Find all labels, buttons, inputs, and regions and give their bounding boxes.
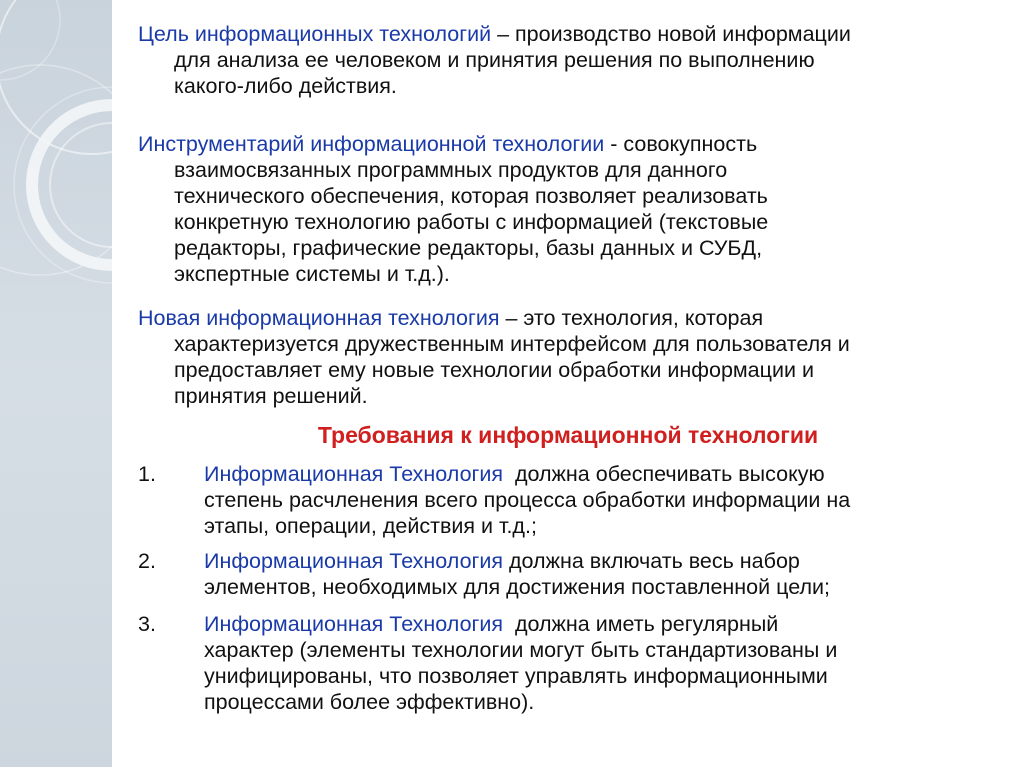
definition-line: для анализа ее человеком и принятия решения по выполнению: [174, 48, 815, 72]
requirement-term: Информационная Технология: [204, 612, 504, 636]
definition-line: редакторы, графические редакторы, базы данных и СУБД,: [174, 236, 763, 260]
definition-toolkit: [138, 131, 988, 287]
requirement-number: 2.: [138, 549, 156, 573]
requirement-text: должна иметь регулярный: [503, 612, 779, 636]
definition-text: - совокупность: [604, 132, 758, 156]
definition-new-technology: [138, 305, 988, 409]
decorative-circles: [0, 0, 112, 767]
requirement-line: унифицированы, что позволяет управлять информационными: [204, 664, 828, 688]
definition-line: предоставляет ему новые технологии обработки информации и: [174, 358, 814, 382]
requirement-line: этапы, операции, действия и т.д.;: [204, 514, 537, 538]
requirement-term: Информационная Технология: [204, 549, 504, 573]
requirement-line: элементов, необходимых для достижения поставленной цели;: [204, 575, 830, 599]
requirement-line: процессами более эффективно).: [204, 690, 535, 714]
requirement-number: 1.: [138, 462, 156, 486]
definition-line: какого-либо действия.: [174, 74, 397, 98]
definition-text: – производство новой информации: [491, 22, 851, 46]
definition-purpose: [138, 21, 988, 99]
requirement-text: должна обеспечивать высокую: [503, 462, 825, 486]
requirement-text: должна включать весь набор: [503, 549, 800, 573]
definition-term: Инструментарий информационной технологии: [138, 132, 605, 156]
definition-term: Цель информационных технологий: [138, 22, 492, 46]
requirement-line: степень расчленения всего процесса обработки информации на: [204, 488, 851, 512]
definition-text: – это технология, которая: [499, 306, 764, 330]
requirement-term: Информационная Технология: [204, 462, 504, 486]
definition-term: Новая информационная технология: [138, 306, 500, 330]
requirement-line: характер (элементы технологии могут быть стандартизованы и: [204, 638, 838, 662]
slide-content: [138, 0, 998, 767]
definition-line: конкретную технологию работы с информацией (текстовые: [174, 210, 769, 234]
requirement-number: 3.: [138, 612, 156, 636]
definition-line: принятия решений.: [174, 384, 368, 408]
requirements-heading: Требования к информационной технологии: [317, 422, 819, 448]
decorative-side-panel: [0, 0, 112, 767]
definition-line: характеризуется дружественным интерфейсом для пользователя и: [174, 332, 850, 356]
definition-line: экспертные системы и т.д.).: [174, 262, 450, 286]
definition-line: технического обеспечения, которая позволяет реализовать: [174, 184, 768, 208]
definition-line: взаимосвязанных программных продуктов для данного: [174, 158, 728, 182]
